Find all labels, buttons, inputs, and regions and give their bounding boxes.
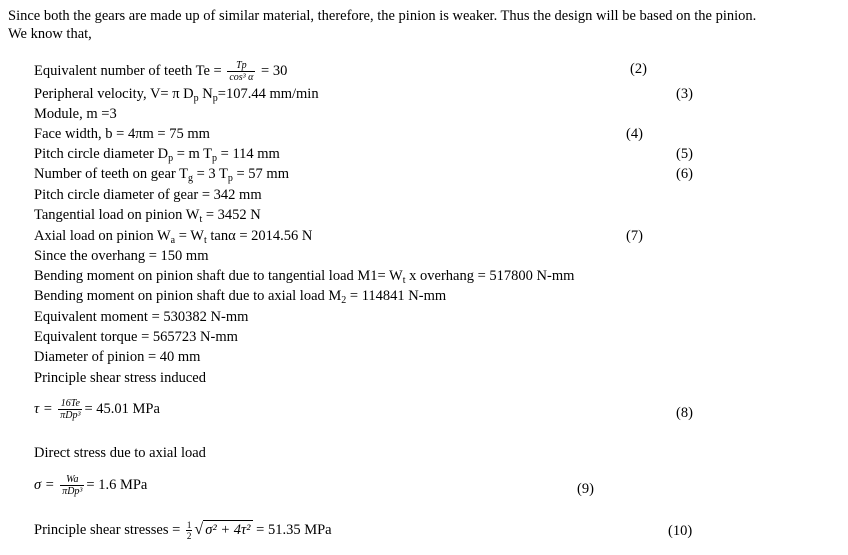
sigma-value: = 1.6 MPa [86,476,148,493]
equivalent-torque-line: Equivalent torque = 565723 N-mm [34,329,238,345]
peripheral-velocity-line [34,85,319,103]
principal-half-fraction [186,520,193,541]
axial-value: tanα = 2014.56 N [206,228,313,244]
sigma-fraction [60,474,84,497]
teeth-gear-sub-2: p [227,173,233,184]
equation-number-3: (3) [676,86,693,102]
sigma-lhs: σ = [34,476,59,493]
intro-line-1: Since both the gears are made up of similar material, therefore, the pinion is weaker. Thus the design will be based on the pinion. [8,8,757,24]
teeth-gear-mid: = 3 T [192,166,228,182]
velocity-pre: Peripheral velocity, V= π D [34,86,194,102]
tau-equation [34,398,160,421]
tau-fraction [58,398,82,421]
diameter-pinion-line: Diameter of pinion = 40 mm [34,349,201,365]
velocity-value: =107.44 mm/min [217,86,319,102]
pitch-sub-2: p [212,153,218,164]
equation-number-10: (10) [668,523,693,539]
equivalent-teeth-fraction [227,60,255,83]
sigma-numerator: Wa [60,474,84,486]
equivalent-teeth-line [34,60,287,83]
sigma-equation [34,474,147,497]
equation-number-7: (7) [626,228,643,244]
tangential-load-line [34,206,261,224]
principal-pre: Principle shear stresses = [34,522,184,538]
sigma-denominator: πDp³ [62,486,83,497]
bm1-sub: t [402,275,406,286]
intro-line-2: We know that, [8,26,92,42]
pitch-sub-1: p [168,153,174,164]
tau-value: = 45.01 MPa [84,400,160,417]
overhang-line: Since the overhang = 150 mm [34,248,209,264]
bending-moment-tangential-line [34,267,574,285]
equation-number-6: (6) [676,166,693,182]
principal-shear-equation [34,520,332,541]
tau-numerator: 16Te [58,398,82,410]
equation-number-5: (5) [676,146,693,162]
teeth-gear-sub-1: g [187,173,193,184]
equation-number-2: (2) [630,61,647,77]
axial-pre: Axial load on pinion W [34,228,171,244]
equation-number-4: (4) [626,126,643,142]
direct-stress-heading: Direct stress due to axial load [34,445,206,461]
equation-number-8: (8) [676,405,693,421]
half-numerator: 1 [186,520,192,531]
bm2-value: = 114841 N-mm [346,288,447,304]
shear-stress-heading: Principle shear stress induced [34,370,206,386]
principal-value: = 51.35 MPa [252,522,332,538]
teeth-gear-value: = 57 mm [232,166,289,182]
bm2-sub: 2 [341,295,347,306]
velocity-mid: N [198,86,213,102]
bm1-value: x overhang = 517800 N-mm [405,268,575,284]
pitch-diameter-gear-line: Pitch circle diameter of gear = 342 mm [34,187,262,203]
tau-denominator: πDp³ [60,410,81,421]
bending-moment-axial-line [34,287,446,305]
sqrt-symbol: √ [194,521,204,538]
face-width-line: Face width, b = 4πm = 75 mm [34,126,210,142]
tangential-pre: Tangential load on pinion W [34,207,200,223]
equivalent-teeth-value: = 30 [257,62,288,79]
fraction-numerator: Tp [227,60,255,72]
velocity-sub-2: p [212,93,218,104]
half-denominator: 2 [186,531,192,542]
bm1-pre: Bending moment on pinion shaft due to tangential load M1= W [34,268,403,284]
module-line: Module, m =3 [34,106,117,122]
equivalent-teeth-label: Equivalent number of teeth Te = [34,62,226,79]
principal-radicand: σ² + 4τ² [205,522,251,538]
tau-lhs: τ = [34,400,57,417]
teeth-gear-pre: Number of teeth on gear T [34,166,188,182]
axial-sub-1: a [170,235,176,246]
equivalent-moment-line: Equivalent moment = 530382 N-mm [34,309,249,325]
fraction-denominator: cos³ α [229,72,254,83]
axial-load-line [34,227,312,245]
velocity-sub-1: p [193,93,199,104]
pitch-pre: Pitch circle diameter D [34,146,169,162]
teeth-gear-line [34,165,289,183]
equation-number-9: (9) [577,481,594,497]
tangential-sub: t [199,214,203,225]
axial-sub-2: t [203,235,207,246]
bm2-pre: Bending moment on pinion shaft due to axial load M [34,288,342,304]
pitch-mid: = m T [173,146,213,162]
pitch-diameter-pinion-line [34,145,280,163]
pitch-value: = 114 mm [217,146,280,162]
axial-mid: = W [175,228,204,244]
tangential-value: = 3452 N [202,207,261,223]
